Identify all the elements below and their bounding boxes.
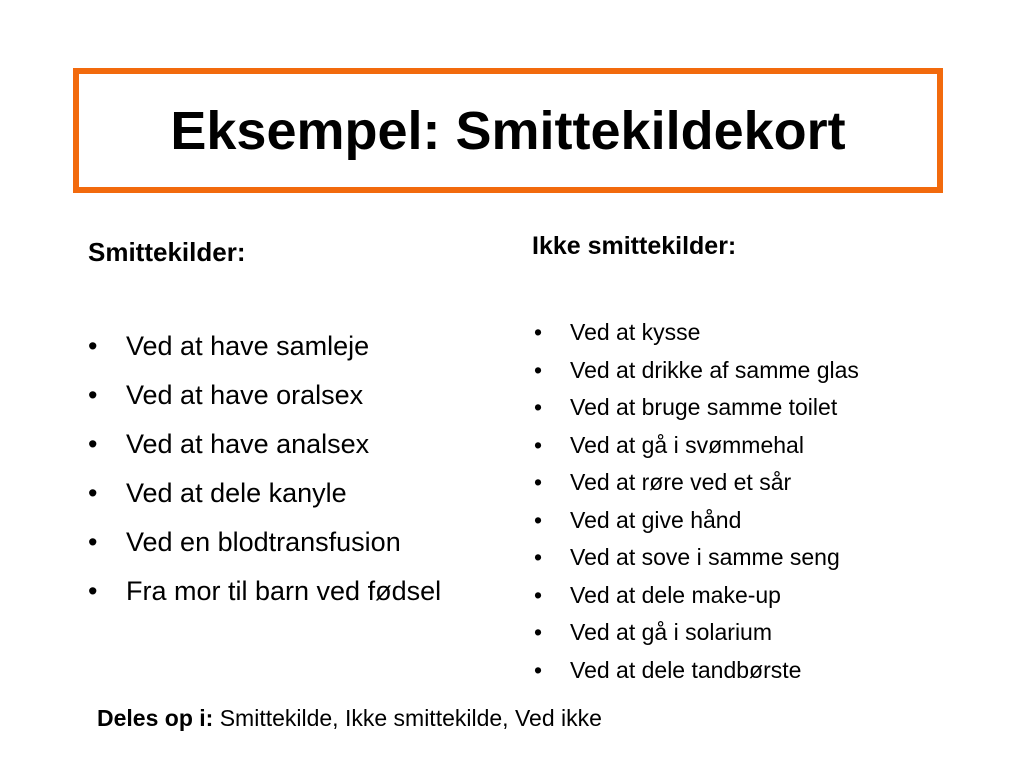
list-item bbox=[532, 577, 992, 615]
list-item bbox=[532, 427, 992, 465]
list-item-text: Ved at bruge samme toilet bbox=[570, 394, 838, 420]
list-item bbox=[88, 524, 494, 560]
list-item bbox=[88, 377, 494, 413]
non-infection-sources-heading: Ikke smittekilder: bbox=[532, 232, 737, 260]
list-item bbox=[532, 502, 992, 540]
bullet-icon: • bbox=[534, 356, 543, 383]
list-item bbox=[532, 352, 992, 390]
list-item bbox=[88, 426, 494, 462]
list-item-text: Ved at have samleje bbox=[126, 331, 370, 361]
list-item bbox=[532, 652, 992, 690]
title-frame bbox=[73, 68, 943, 193]
list-item-text: Ved at dele kanyle bbox=[126, 478, 347, 508]
bullet-icon: • bbox=[534, 544, 543, 570]
list-item bbox=[532, 314, 992, 352]
bullet-icon: • bbox=[88, 478, 98, 508]
bullet-icon: • bbox=[88, 331, 98, 361]
infection-sources-column bbox=[88, 232, 494, 606]
list-item-text: Ved at drikke af samme glas bbox=[570, 356, 859, 383]
list-item bbox=[532, 614, 992, 652]
list-item-text: Ved at dele make-up bbox=[570, 581, 781, 608]
list-item-text: Ved at kysse bbox=[570, 319, 701, 345]
bullet-icon: • bbox=[88, 576, 98, 606]
bullet-icon: • bbox=[534, 656, 543, 683]
list-item-text: Ved at gå i svømmehal bbox=[570, 431, 804, 458]
list-item-text: Ved at gå i solarium bbox=[570, 619, 773, 645]
list-item-text: Ved at have analsex bbox=[126, 429, 370, 459]
footer-note bbox=[97, 705, 602, 732]
bullet-icon: • bbox=[88, 527, 98, 557]
list-item-text: Ved at røre ved et sår bbox=[570, 469, 792, 495]
list-item bbox=[532, 539, 992, 577]
list-item bbox=[532, 464, 992, 502]
list-item-text: Ved at give hånd bbox=[570, 506, 742, 533]
bullet-icon: • bbox=[534, 619, 543, 645]
non-infection-sources-column bbox=[532, 226, 992, 683]
list-item bbox=[532, 389, 992, 427]
list-item-text: Fra mor til barn ved fødsel bbox=[126, 576, 442, 606]
footer-text: Smittekilde, Ikke smittekilde, Ved ikke bbox=[213, 705, 602, 731]
bullet-icon: • bbox=[534, 581, 543, 608]
bullet-icon: • bbox=[88, 380, 98, 410]
list-item-text: Ved at dele tandbørste bbox=[570, 656, 802, 683]
bullet-icon: • bbox=[534, 394, 543, 420]
infection-sources-list bbox=[88, 328, 494, 622]
slide-title: Eksempel: Smittekildekort bbox=[170, 100, 846, 161]
list-item bbox=[88, 573, 494, 609]
bullet-icon: • bbox=[534, 319, 543, 345]
bullet-icon: • bbox=[88, 429, 98, 459]
bullet-icon: • bbox=[534, 506, 543, 533]
list-item bbox=[88, 475, 494, 511]
bullet-icon: • bbox=[534, 469, 543, 495]
list-item bbox=[88, 328, 494, 364]
non-infection-sources-list bbox=[532, 314, 992, 689]
list-item-text: Ved at have oralsex bbox=[126, 380, 364, 410]
bullet-icon: • bbox=[534, 431, 543, 458]
list-item-text: Ved en blodtransfusion bbox=[126, 527, 401, 557]
list-item-text: Ved at sove i samme seng bbox=[570, 544, 840, 570]
footer-label: Deles op i: bbox=[97, 705, 214, 731]
infection-sources-heading: Smittekilder: bbox=[88, 237, 246, 267]
